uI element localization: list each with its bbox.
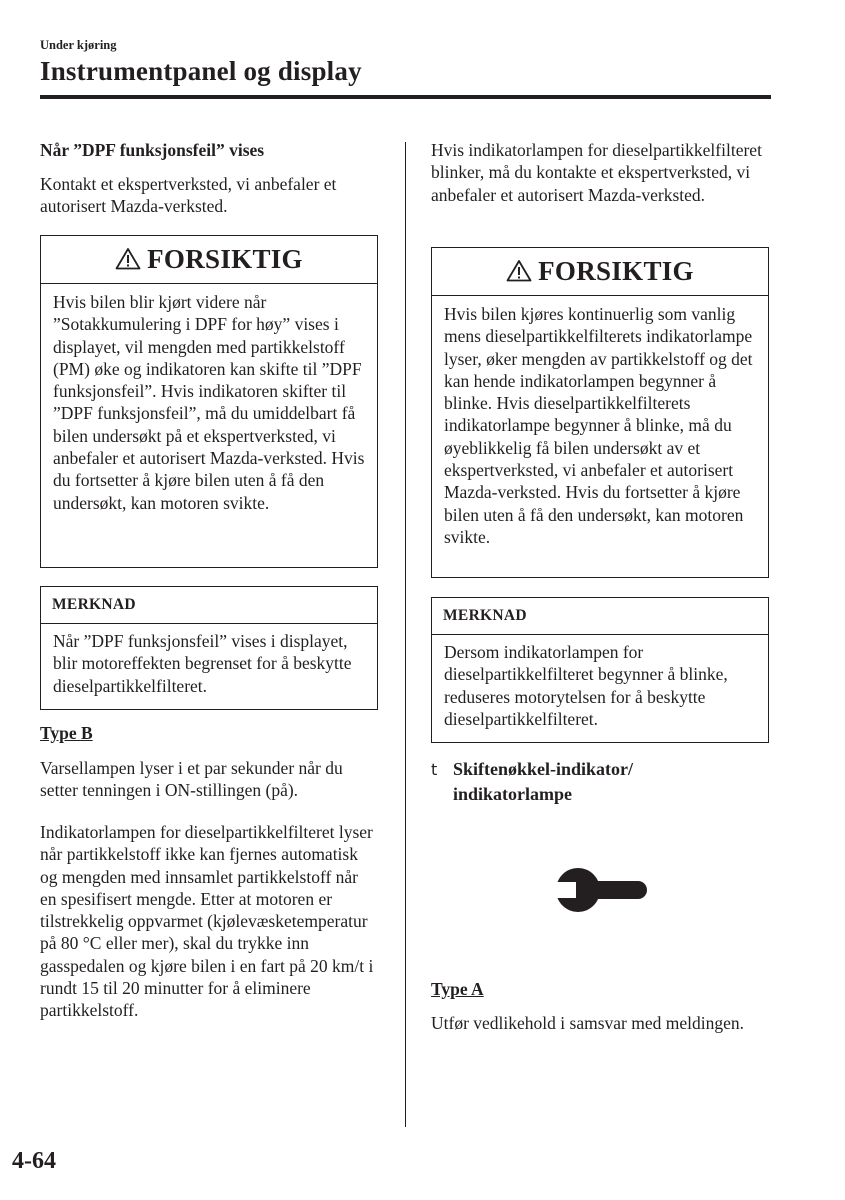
caution-text-left: Hvis bilen blir kjørt videre når ”Sotakkumulering i DPF for høy” vises i displayet, vil mengden med partikkelstoff (PM) øke og indikatoren kan skifte til ”DPF funksjonsfeil”. Hvis indikatoren skifter til ”DPF funksjonsfeil”, må du umiddelbart få bilen undersøkt på et ekspertverksted, vi anbefaler et autorisert Mazda-verksted. Hvis du fortsetter å kjøre bilen uten å få den undersøkt, kan motoren svikte.: [53, 292, 365, 513]
warning-triangle-icon: [506, 259, 532, 282]
dpf-error-intro: Kontakt et ekspertverksted, vi anbefaler et autorisert Mazda-verksted.: [40, 174, 337, 217]
type-b-paragraph-2: Indikatorlampen for dieselpartikkelfilteret lyser når partikkelstoff ikke kan fjernes automatisk og mengden med innsamlet partikkelstoff når en spesifisert mengde. Etter at motoren er tilstrekkelig oppvarmet (kjølevæsketemperatur på 80 °C eller mer), skal du trykke inn gasspedalen og kjøre bilen i en fart på 20 km/t i rundt 15 til 20 minutter for å eliminere partikkelstoff.: [40, 822, 374, 1021]
note-text-left: Når ”DPF funksjonsfeil” vises i displayet, blir motoreffekten begrenset for å beskytte dieselpartikkelfilteret.: [53, 631, 352, 696]
dpf-error-subheading: Når ”DPF funksjonsfeil” vises: [40, 140, 265, 160]
caution-label-left: FORSIKTIG: [147, 244, 303, 275]
section-label: Under kjøring: [40, 38, 117, 52]
page-title: Instrumentpanel og display: [40, 56, 362, 86]
blinking-intro: Hvis indikatorlampen for dieselpartikkelfilteret blinker, må du kontakte et ekspertverksted, vi anbefaler et autorisert Mazda-verksted.: [431, 140, 762, 205]
caution-box-left: [40, 235, 378, 568]
note-header-left: MERKNAD: [41, 587, 377, 624]
wrench-indicator-heading: [431, 757, 769, 809]
note-text-right: Dersom indikatorlampen for dieselpartikkelfilteret begynner å blinke, reduseres motorytelsen for å beskytte dieselpartikkelfilteret.: [444, 642, 728, 729]
note-header-right: MERKNAD: [432, 598, 768, 635]
header-rule: [40, 95, 771, 99]
warning-triangle-icon: [115, 247, 141, 270]
note-box-left: [40, 586, 378, 710]
type-b-paragraph-1: Varsellampen lyser i et par sekunder når du setter tenningen i ON-stillingen (på).: [40, 758, 343, 801]
type-b-heading: Type B: [40, 723, 93, 743]
caution-box-right: [431, 247, 769, 578]
wrench-icon: [554, 862, 649, 918]
page-number: 4-64: [12, 1148, 56, 1174]
caution-label-right: FORSIKTIG: [538, 256, 694, 287]
caution-text-right: Hvis bilen kjøres kontinuerlig som vanlig mens dieselpartikkelfilterets indikatorlampe lyser, øker mengden av partikkelstoff og det kan hende indikatorlampen begynner å blinke. Hvis dieselpartikkelfilterets indikatorlampe begynner å blinke, må du øyeblikkelig få bilen undersøkt av et ekspertverksted, vi anbefaler et autorisert Mazda-verksted. Hvis du fortsetter å kjøre bilen uten å få den undersøkt, kan motoren svikte.: [444, 304, 753, 547]
wrench-indicator-title: Skiftenøkkel-indikator/ indikatorlampe: [453, 759, 634, 804]
caution-header-left: [41, 236, 377, 284]
column-divider: [405, 142, 406, 1127]
type-a-paragraph: Utfør vedlikehold i samsvar med meldingen.: [431, 1013, 744, 1033]
bullet-glyph: t: [431, 760, 438, 779]
note-box-right: [431, 597, 769, 743]
type-a-heading: Type A: [431, 979, 484, 999]
caution-header-right: [432, 248, 768, 296]
